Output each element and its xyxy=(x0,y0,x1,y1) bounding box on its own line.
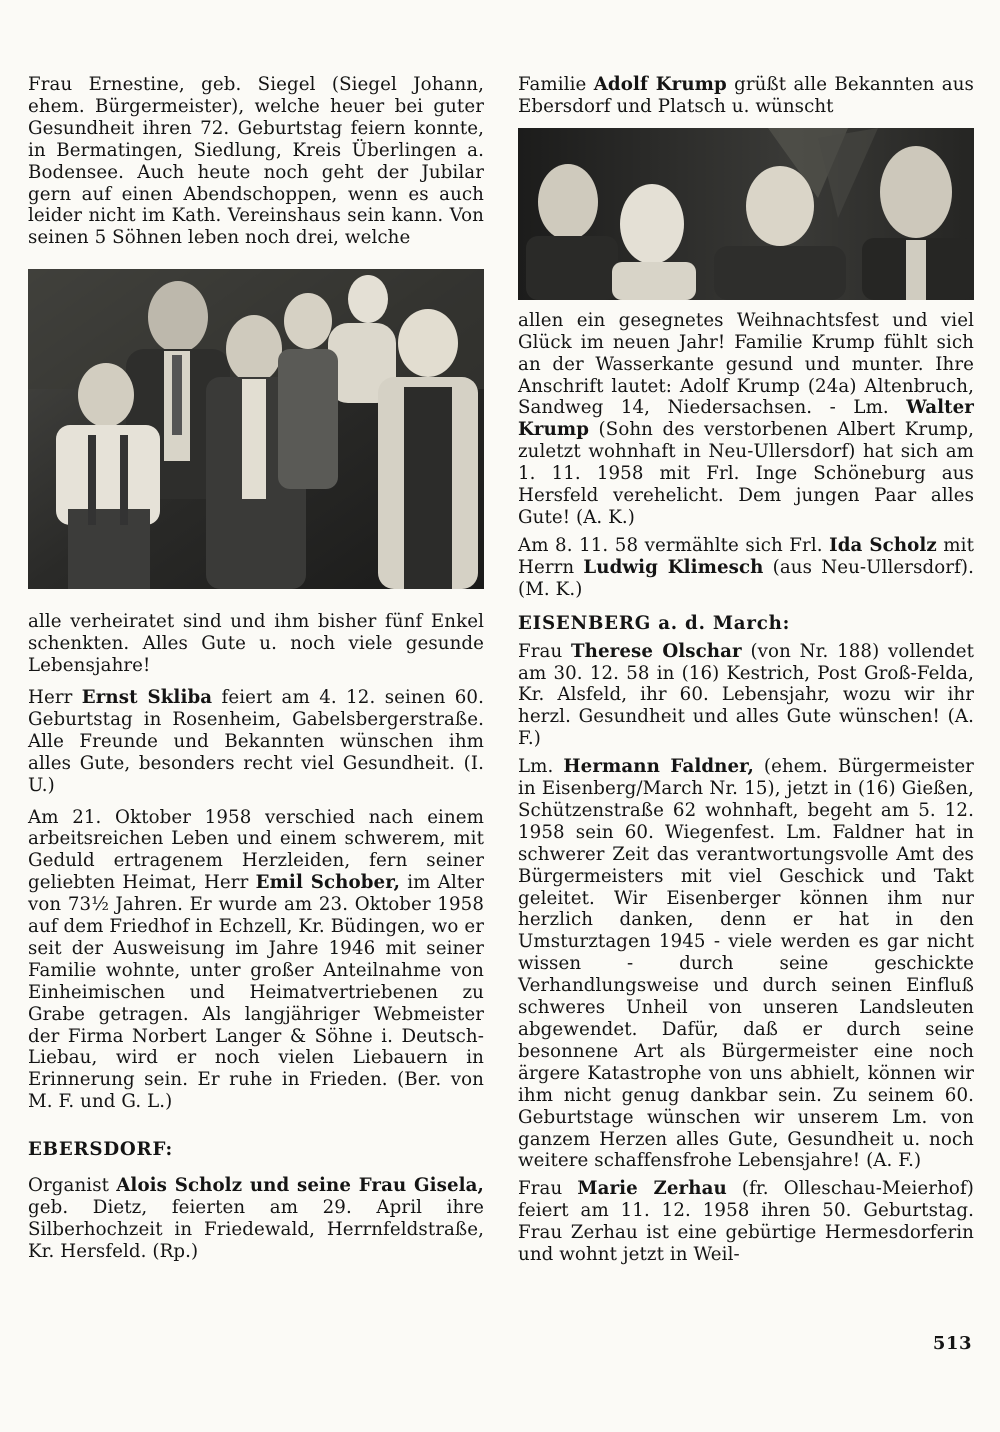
article-skliba xyxy=(28,687,484,797)
article-krump xyxy=(518,74,974,118)
name-ida-scholz: Ida Scholz xyxy=(829,534,937,556)
scholz-text: geb. Dietz, feierten am 29. April ihre Silberhochzeit in Friedewald, Herrnfeldstraße, Kr. Hersfeld. (Rp.) xyxy=(28,1197,484,1262)
faldner-lead: Lm. xyxy=(518,756,564,778)
wedding-mid: mit Herrn xyxy=(518,534,974,578)
krump-cont-text: (Sohn des verstorbenen Albert Krump, zuletzt wohnhaft in Neu-Ullersdorf) hat sich am 1. 11. 1958 mit Frl. Inge Schöneburg aus Hersfeld verehelicht. Dem jungen Paar alles Gute! (A. K.) xyxy=(518,419,974,528)
article-siegel-continued: alle verheiratet sind und ihm bisher fünf Enkel schenkten. Alles Gute u. noch viele gesunde Lebensjahre! xyxy=(28,611,484,677)
name-marie-zerhau: Marie Zerhau xyxy=(577,1178,727,1200)
schober-text: im Alter von 73½ Jahren. Er wurde am 23. Oktober 1958 auf dem Friedhof in Echzell, Kr. Büdingen, wo er seit der Ausweisung im Jahre 1946 mit seiner Familie wohnte, unter großer Anteilnahme von Einheimischen und Heimatvertriebenen zu Grabe getragen. Als langjähriger Webmeister der Firma Norbert Langer & Söhne i. Deutsch-Liebau, wird er noch vielen Liebauern in Erinnerung sein. Er ruhe in Frieden. (Ber. von M. F. und G. L.) xyxy=(28,872,484,1113)
name-therese-olschar: Therese Olschar xyxy=(571,640,742,662)
skliba-text: feiert am 4. 12. seinen 60. Geburtstag in Rosenheim, Gabelsbergerstraße. Alle Freunde und Bekannten wünschen ihm alles Gute, besonders recht viel Gesundheit. (I. U.) xyxy=(28,686,484,796)
right-column xyxy=(518,74,974,1266)
schober-lead: Am 21. Oktober 1958 verschied nach einem arbeitsreichen Leben und einem schwerem, mit Geduld ertragenem Herzleiden, fern seiner geliebten Heimat, Herr xyxy=(28,806,484,894)
family-photo-right xyxy=(518,128,974,300)
zerhau-lead: Frau xyxy=(518,1178,578,1200)
page-number: 513 xyxy=(932,1333,972,1354)
section-heading-eisenberg: EISENBERG a. d. March: xyxy=(518,612,791,634)
scholz-lead: Organist xyxy=(28,1175,117,1197)
family-photo-right-image xyxy=(518,128,974,300)
wedding-lead: Am 8. 11. 58 vermählte sich Frl. xyxy=(518,534,830,556)
olschar-lead: Frau xyxy=(518,640,572,662)
article-scholz-silberhochzeit xyxy=(28,1175,484,1263)
zerhau-text: (fr. Olleschau-Meierhof) feiert am 11. 12. 1958 ihren 50. Geburtstag. Frau Zerhau ist eine gebürtige Hermesdorferin und wohnt jetzt in Weil- xyxy=(518,1178,974,1266)
section-heading-ebersdorf: EBERSDORF: xyxy=(28,1139,174,1161)
article-faldner xyxy=(518,756,974,1172)
krump-cont-lead: allen ein gesegnetes Weihnachtsfest und viel Glück im neuen Jahr! Familie Krump fühlt sich an der Wasserkante gesund und munter. Ihre Anschrift lautet: Adolf Krump (24a) Altenbruch, Sandweg 14, Niedersachsen. - Lm. xyxy=(518,309,974,419)
left-column xyxy=(28,74,484,1263)
wedding-text: (aus Neu-Ullersdorf). (M. K.) xyxy=(518,556,974,600)
krump-lead: Familie xyxy=(518,74,594,95)
olschar-text: (von Nr. 188) vollendet am 30. 12. 58 in (16) Kestrich, Post Groß-Felda, Kr. Alsfeld, ihr 60. Lebensjahr, wozu wir ihr herzl. Gesundheit und alles Gute wünschen! (A. F.) xyxy=(518,640,974,750)
article-siegel: Frau Ernestine, geb. Siegel (Siegel Johann, ehem. Bürgermeister), welche heuer bei guter Gesundheit ihren 72. Geburtstag feiern konnte, in Bermatingen, Siedlung, Kreis Überlingen a. Bodensee. Auch heute noch geht der Jubilar gern auf einen Abendschoppen, wenn es auch leider nicht im Kath. Vereinshaus sein kann. Von seinen 5 Söhnen leben noch drei, welche xyxy=(28,74,484,249)
article-olschar xyxy=(518,641,974,751)
name-alois-scholz: Alois Scholz und seine Frau Gisela, xyxy=(116,1175,484,1197)
name-adolf-krump: Adolf Krump xyxy=(593,74,727,95)
name-ernst-skliba: Ernst Skliba xyxy=(81,686,213,708)
article-wedding-scholz-klimesch xyxy=(518,535,974,601)
krump-text: grüßt alle Bekannten aus Ebersdorf und Platsch u. wünscht xyxy=(518,74,974,117)
name-emil-schober: Emil Schober, xyxy=(255,872,400,894)
faldner-text: (ehem. Bürgermeister in Eisenberg/March Nr. 15), jetzt in (16) Gießen, Schützenstraße 62 wohnhaft, begeht am 5. 12. 1958 sein 60. Wiegenfest. Lm. Faldner hat in schwerer Zeit das verantwortungsvolle Amt des Bürgermeisters mit viel Geschick und Takt geleitet. Wir Eisenberger können ihm nur herzlich danken, denn er hat in den Umsturztagen 1945 - viele werden es gar nicht wissen - durch seine geschickte Verhandlungsweise und durch seinen Einfluß schweres Unheil von unseren Landsleuten abgewendet. Dafür, daß er durch seine besonnene Art als Bürgermeister eine noch ärgere Katastrophe von uns abhielt, können wir ihm nicht genug dankbar sein. Zu seinem 60. Geburtstage wünschen wir unserem Lm. von ganzem Herzen alles Gute, Gesundheit u. noch weitere schaffensfrohe Lebensjahre! (A. F.) xyxy=(518,756,974,1172)
article-krump-continued xyxy=(518,310,974,529)
name-walter-krump: Walter Krump xyxy=(518,397,974,441)
family-photo-left-image xyxy=(28,269,484,589)
article-zerhau xyxy=(518,1178,974,1266)
skliba-lead: Herr xyxy=(28,686,82,708)
family-photo-left xyxy=(28,269,484,589)
article-schober xyxy=(28,807,484,1114)
name-hermann-faldner: Hermann Faldner, xyxy=(563,756,754,778)
name-ludwig-klimesch: Ludwig Klimesch xyxy=(583,556,764,578)
